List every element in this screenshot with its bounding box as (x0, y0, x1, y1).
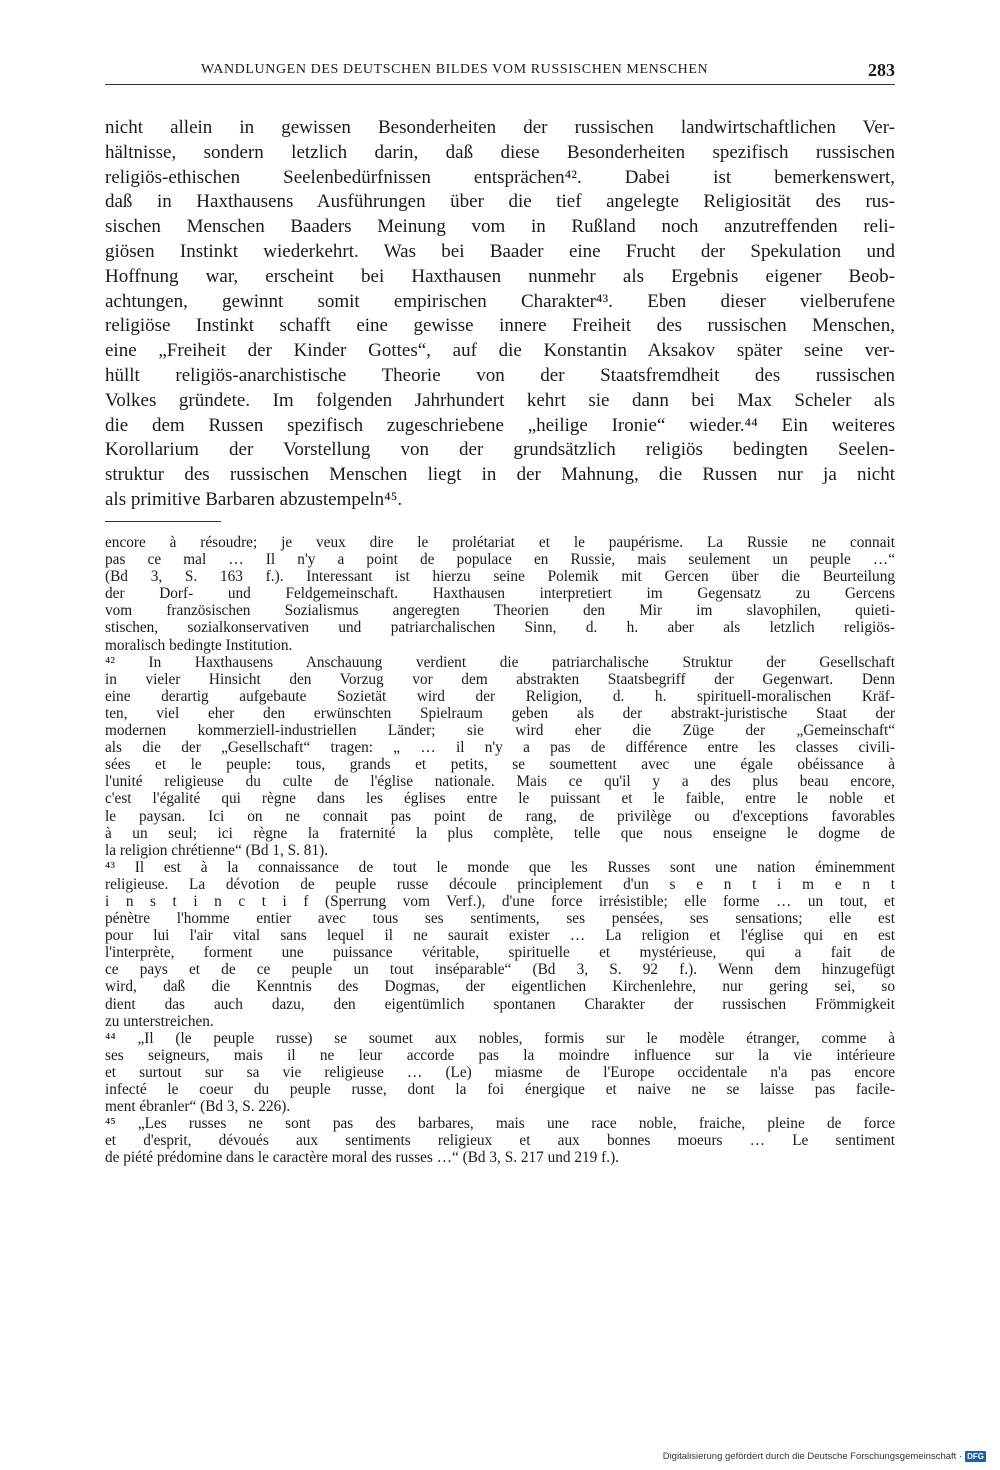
footnote-line: ⁴⁴ „Il (le peuple russe) se soumet aux nobles, formis sur le modèle étranger, comme à (105, 1029, 895, 1047)
footnote-line: ses seigneurs, mais il ne leur accorde pas la moindre influence sur la vie intérieure (105, 1046, 895, 1064)
body-line: hüllt religiös-anarchistische Theorie von der Staatsfremdheit des russischen (105, 364, 895, 386)
running-head (105, 62, 895, 84)
footnote-line: l'unité religieuse du culte de l'église nationale. Mais ce qu'il y a des plus beau encore, (105, 773, 895, 791)
body-line: daß in Haxthausens Ausführungen über die tief angelegte Religiosität des rus- (105, 191, 895, 213)
footnote-line: c'est l'égalité qui règne dans les églises entre le puissant et le faible, entre le noble et (105, 790, 895, 808)
footnote-line: wird, daß die Kenntnis des Dogmas, der eigentlichen Kirchenlehre, nur gering sei, so (105, 978, 895, 996)
credit-text: Digitalisierung gefördert durch die Deutsche Forschungsgemeinschaft · (662, 1451, 963, 1462)
footnote-line: i n s t i n c t i f (Sperrung vom Verf.), d'une force irrésistible; elle forme … un tout, et (105, 892, 895, 910)
footnote-line: à un seul; ici règne la fraternité la plus complète, telle que nous enseigne le dogme de (105, 824, 895, 842)
footnote-line: dient das auch dazu, den eigentümlich spontanen Charakter der russischen Frömmigkeit (105, 995, 895, 1013)
running-head-title: WANDLUNGEN DES DEUTSCHEN BILDES VOM RUSSISCHEN MENSCHEN (201, 62, 709, 77)
body-line: nicht allein in gewissen Besonderheiten der russischen landwirtschaftlichen Ver- (105, 117, 895, 138)
footnote-line: ⁴⁵ „Les russes ne sont pas des barbares, mais une race noble, fraiche, pleine de force (105, 1115, 895, 1133)
footnote-line: le paysan. Ici on ne connait pas point de rang, de privilège ou d'exceptions favorables (105, 807, 895, 825)
footnote-line: der Dorf- und Feldgemeinschaft. Haxthausen interpretiert im Gegensatz zu Gercens (105, 585, 895, 603)
body-line: achtungen, gewinnt somit empirischen Charakter⁴³. Eben dieser vielberufene (105, 290, 895, 312)
body-line: giösen Instinkt wiederkehrt. Was bei Baader eine Frucht der Spekulation und (105, 240, 895, 262)
footnote-line: moralisch bedingte Institution. (105, 636, 293, 654)
footnote-line: pas ce mal … Il n'y a point de populace en Russie, mais seulement un peuple …“ (105, 551, 895, 569)
body-line: eine „Freiheit der Kinder Gottes“, auf die Konstantin Aksakov später seine ver- (105, 340, 895, 362)
footnote-line: ment ébranler“ (Bd 3, S. 226). (105, 1098, 291, 1116)
body-line: struktur des russischen Menschen liegt in der Mahnung, die Russen nur ja nicht (105, 464, 895, 486)
footnote-line: modernen kommerziell-industriellen Länder; sie wird eher die Züge der „Gemeinschaft“ (105, 722, 895, 740)
footnote-line: als die der „Gesellschaft“ tragen: „ … il n'y a pas de différence entre les classes civili- (105, 739, 895, 757)
footnote-line: pour lui l'air vital sans lequel il ne saurait exister … La religion et l'église qui en est (105, 927, 895, 945)
footnote-line: eine derartig aufgebaute Sozietät wird der Religion, d. h. spirituell-moralischen Kräf- (105, 687, 895, 705)
footnote-line: pénètre l'homme entier avec tous ses sentiments, ses pensées, ses sensations; elle est (105, 910, 895, 928)
footnote-line: stischen, sozialkonservativen und patriarchalischen Sinn, d. h. aber als letzlich religiös- (105, 619, 895, 637)
footnote-line: la religion chrétienne“ (Bd 1, S. 81). (105, 841, 329, 859)
footnote-line: ⁴³ Il est à la connaissance de tout le monde que les Russes sont une nation éminemment (105, 858, 895, 876)
footnote-line: de piété prédomine dans le caractère moral des russes …“ (Bd 3, S. 217 und 219 f.). (105, 1149, 619, 1167)
main-text (105, 116, 895, 513)
body-line: sischen Menschen Baaders Meinung vom in Rußland noch anzutreffenden reli- (105, 216, 895, 238)
footnote-line: et d'esprit, dévoués aux sentiments religieux et aux bonnes moeurs … Le sentiment (105, 1132, 895, 1150)
footnote-line: infecté le coeur du peuple russe, dont la foi énergique et naive ne se laisse pas facile- (105, 1081, 895, 1098)
footnote-line: religieuse. La dévotion de peuple russe découle principlement d'un s e n t i m e n t (105, 875, 895, 893)
body-line: religiöse Instinkt schafft eine gewisse innere Freiheit des russischen Menschen, (105, 315, 895, 337)
body-line: hältnisse, sondern letzlich darin, daß diese Besonderheiten spezifisch russischen (105, 141, 895, 163)
header-rule (105, 84, 895, 85)
dfg-logo: DFG (967, 1452, 984, 1461)
footnote-line: ten, viel eher den erwünschten Spielraum geben als der abstrakt-juristische Staat der (105, 704, 895, 722)
body-line: Volkes gründete. Im folgenden Jahrhundert kehrt sie dann bei Max Scheler als (105, 389, 895, 411)
footnote-line: encore à résoudre; je veux dire le prolétariat et le paupérisme. La Russie ne connait (105, 534, 895, 551)
body-line: religiös-ethischen Seelenbedürfnissen entsprächen⁴². Dabei ist bemerkenswert, (105, 166, 895, 188)
footnote-line: zu unterstreichen. (105, 1012, 214, 1030)
footnote-line: l'interprète, forment une puissance véritable, spirituelle et mystérieuse, qui a fait de (105, 944, 895, 962)
footnote-line: vom französischen Sozialismus angeregten Theorien den Mir im slavophilen, quieti- (105, 602, 895, 620)
footnote-line: ⁴² In Haxthausens Anschauung verdient die patriarchalische Struktur der Gesellschaft (105, 653, 895, 671)
footnote-line: (Bd 3, S. 163 f.). Interessant ist hierzu seine Polemik mit Gercen über die Beurteilung (105, 568, 895, 586)
footnote-line: et surtout sur sa vie religieuse … (Le) miasme de l'Europe occidentale n'a pas encore (105, 1063, 895, 1081)
body-line: die dem Russen spezifisch zugeschriebene „heilige Ironie“ wieder.⁴⁴ Ein weiteres (105, 414, 895, 436)
footnote-line: ce pays et de ce peuple un tout inséparable“ (Bd 3, S. 92 f.). Wenn dem hinzugefügt (105, 961, 895, 979)
page-number: 283 (868, 60, 895, 80)
footnote-line: in vieler Hinsicht den Vorzug vor dem abstrakten Staatsbegriff der Gegenwart. Denn (105, 670, 895, 688)
footnotes (105, 534, 895, 1166)
footnote-separator (105, 521, 221, 522)
body-line: Hoffnung war, erscheint bei Haxthausen nunmehr als Ergebnis eigener Beob- (105, 265, 895, 287)
footnote-line: sées et le peuple: tous, grands et petits, se soumettent avec une égale obéissance à (105, 756, 895, 774)
body-line: Korollarium der Vorstellung von der grundsätzlich religiös bedingten Seelen- (105, 439, 895, 461)
digitization-credit (663, 1451, 986, 1462)
body-line: als primitive Barbaren abzustempeln⁴⁵. (105, 488, 403, 510)
